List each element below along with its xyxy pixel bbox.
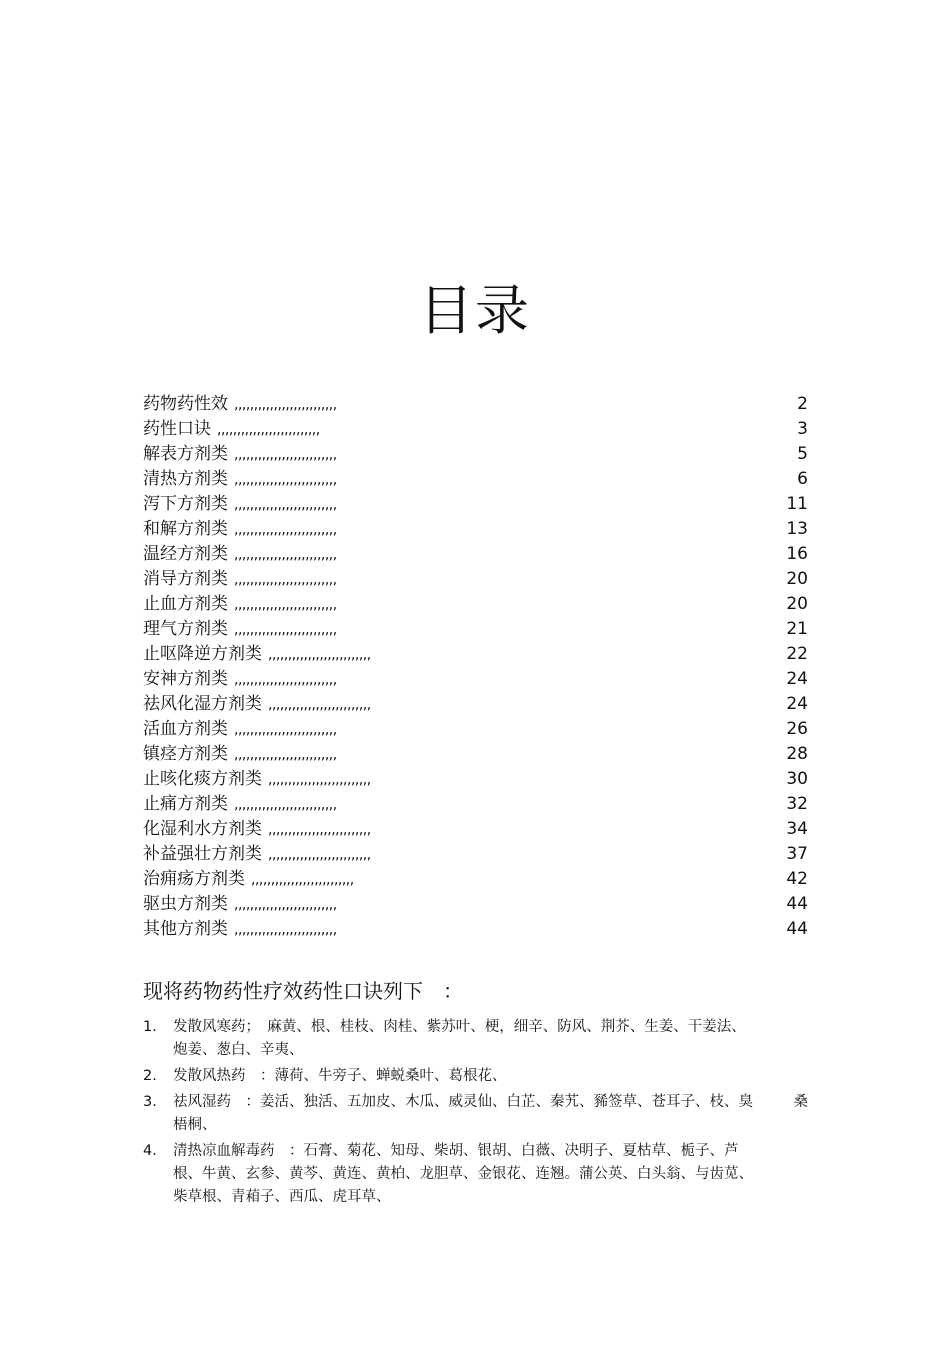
toc-entry-label: 和解方剂类: [143, 519, 228, 539]
toc-entry-page: 13: [786, 519, 808, 539]
toc-entry[interactable]: [143, 842, 808, 867]
list-item-overflow-char: 桑: [793, 1094, 808, 1110]
toc-entry-leader: ,,,,,,,,,,,,,,,,,,,,,,,,,,: [234, 922, 337, 938]
toc-entry-leader: ,,,,,,,,,,,,,,,,,,,,,,,,,,: [234, 597, 337, 613]
toc-entry-page: 24: [786, 669, 808, 689]
list-item-text: 清热凉血解毒药 ：石膏、菊花、知母、柴胡、银胡、白薇、决明子、夏枯草、栀子、芦根、牛黄、玄参、黄芩、黄连、黄柏、龙胆草、金银花、连翘。蒲公英、白头翁、与齿苋、柴草根、青葙子、西瓜、虎耳草、: [173, 1143, 753, 1205]
toc-entry[interactable]: [143, 917, 808, 942]
toc-entry-leader: ,,,,,,,,,,,,,,,,,,,,,,,,,,: [234, 797, 337, 813]
toc-entry-leader: ,,,,,,,,,,,,,,,,,,,,,,,,,,: [234, 672, 337, 688]
toc-entry-page: 11: [786, 494, 808, 514]
toc-entry-label: 补益强壮方剂类: [143, 844, 262, 864]
toc-entry[interactable]: [143, 717, 808, 742]
toc-entry-label: 治痈疡方剂类: [143, 869, 245, 889]
toc-entry-leader: ,,,,,,,,,,,,,,,,,,,,,,,,,,: [251, 872, 354, 888]
toc-entry[interactable]: [143, 517, 808, 542]
toc-entry[interactable]: [143, 767, 808, 792]
page-title: 目录: [419, 279, 531, 342]
toc-entry-leader: ,,,,,,,,,,,,,,,,,,,,,,,,,,: [234, 722, 337, 738]
toc-entry[interactable]: [143, 442, 808, 467]
toc-entry[interactable]: [143, 492, 808, 517]
toc-entry-leader: ,,,,,,,,,,,,,,,,,,,,,,,,,,: [268, 772, 371, 788]
toc-entry-label: 活血方剂类: [143, 719, 228, 739]
toc-entry-label: 止血方剂类: [143, 594, 228, 614]
toc-entry-label: 理气方剂类: [143, 619, 228, 639]
toc-entry-page: 16: [786, 544, 808, 564]
toc-entry-label: 驱虫方剂类: [143, 894, 228, 914]
toc-entry[interactable]: [143, 567, 808, 592]
toc-entry-label: 药性口诀: [143, 419, 211, 439]
toc-entry[interactable]: [143, 692, 808, 717]
toc-entry-page: 26: [786, 719, 808, 739]
toc-entry-leader: ,,,,,,,,,,,,,,,,,,,,,,,,,,: [234, 472, 337, 488]
toc-entry-label: 祛风化湿方剂类: [143, 694, 262, 714]
toc-entry-page: 42: [786, 869, 808, 889]
drug-category-list: [143, 1016, 808, 1212]
toc-entry-leader: ,,,,,,,,,,,,,,,,,,,,,,,,,,: [217, 422, 320, 438]
list-item: [143, 1065, 808, 1088]
toc-entry-page: 44: [786, 919, 808, 939]
toc-entry-page: 2: [797, 394, 808, 414]
toc-entry[interactable]: [143, 892, 808, 917]
toc-entry[interactable]: [143, 642, 808, 667]
toc-entry-page: 32: [786, 794, 808, 814]
toc-entry-leader: ,,,,,,,,,,,,,,,,,,,,,,,,,,: [234, 547, 337, 563]
list-item: [143, 1016, 808, 1062]
toc-entry-leader: ,,,,,,,,,,,,,,,,,,,,,,,,,,: [234, 572, 337, 588]
toc-entry-label: 泻下方剂类: [143, 494, 228, 514]
list-item-number: 2.: [143, 1068, 157, 1084]
toc-entry[interactable]: [143, 392, 808, 417]
toc-entry-label: 药物药性效: [143, 394, 228, 414]
toc-entry-leader: ,,,,,,,,,,,,,,,,,,,,,,,,,,: [268, 822, 371, 838]
toc-entry-leader: ,,,,,,,,,,,,,,,,,,,,,,,,,,: [268, 847, 371, 863]
toc-entry-page: 20: [786, 594, 808, 614]
toc-entry-label: 止咳化痰方剂类: [143, 769, 262, 789]
toc-entry-label: 温经方剂类: [143, 544, 228, 564]
toc-entry-leader: ,,,,,,,,,,,,,,,,,,,,,,,,,,: [234, 497, 337, 513]
toc-entry-label: 化湿利水方剂类: [143, 819, 262, 839]
toc-entry-page: 28: [786, 744, 808, 764]
list-item-text: 祛风湿药 ：姜活、独活、五加皮、木瓜、威灵仙、白芷、秦艽、豨签草、苍耳子、枝、臭梧桐、: [173, 1094, 753, 1133]
list-item-number: 3.: [143, 1094, 157, 1110]
toc-entry-label: 安神方剂类: [143, 669, 228, 689]
toc-entry-page: 37: [786, 844, 808, 864]
toc-entry-page: 6: [797, 469, 808, 489]
toc-entry-leader: ,,,,,,,,,,,,,,,,,,,,,,,,,,: [268, 647, 371, 663]
toc-entry-label: 镇痉方剂类: [143, 744, 228, 764]
toc-entry-page: 21: [786, 619, 808, 639]
toc-entry[interactable]: [143, 542, 808, 567]
toc-entry-page: 3: [797, 419, 808, 439]
toc-entry-page: 30: [786, 769, 808, 789]
toc-entry-page: 20: [786, 569, 808, 589]
toc-entry[interactable]: [143, 617, 808, 642]
list-item: [143, 1140, 808, 1209]
toc-entry-leader: ,,,,,,,,,,,,,,,,,,,,,,,,,,: [268, 697, 371, 713]
toc-entry-leader: ,,,,,,,,,,,,,,,,,,,,,,,,,,: [234, 897, 337, 913]
toc-entry-page: 44: [786, 894, 808, 914]
toc-entry[interactable]: [143, 792, 808, 817]
toc-entry[interactable]: [143, 592, 808, 617]
table-of-contents: [143, 392, 808, 942]
toc-entry-page: 24: [786, 694, 808, 714]
toc-entry-page: 22: [786, 644, 808, 664]
toc-entry-label: 解表方剂类: [143, 444, 228, 464]
toc-entry-label: 清热方剂类: [143, 469, 228, 489]
list-item-text: 发散风寒药； 麻黄、根、桂枝、肉桂、紫苏叶、梗，细辛、防风、荆芥、生姜、干姜法、炮姜、葱白、辛夷、: [173, 1019, 746, 1058]
toc-entry-page: 34: [786, 819, 808, 839]
toc-entry-label: 消导方剂类: [143, 569, 228, 589]
list-item-number: 4.: [143, 1143, 157, 1159]
toc-entry-leader: ,,,,,,,,,,,,,,,,,,,,,,,,,,: [234, 747, 337, 763]
toc-entry-leader: ,,,,,,,,,,,,,,,,,,,,,,,,,,: [234, 397, 337, 413]
toc-entry-leader: ,,,,,,,,,,,,,,,,,,,,,,,,,,: [234, 622, 337, 638]
toc-entry-page: 5: [797, 444, 808, 464]
toc-entry-label: 止痛方剂类: [143, 794, 228, 814]
toc-entry[interactable]: [143, 742, 808, 767]
list-item-text: 发散风热药 ：薄荷、牛旁子、蝉蜕桑叶、葛根花、: [173, 1068, 507, 1084]
toc-entry[interactable]: [143, 467, 808, 492]
toc-entry[interactable]: [143, 867, 808, 892]
toc-entry[interactable]: [143, 817, 808, 842]
toc-entry-label: 止呕降逆方剂类: [143, 644, 262, 664]
list-item-number: 1.: [143, 1019, 157, 1035]
toc-entry-leader: ,,,,,,,,,,,,,,,,,,,,,,,,,,: [234, 522, 337, 538]
toc-entry[interactable]: [143, 667, 808, 692]
toc-entry[interactable]: [143, 417, 808, 442]
toc-entry-label: 其他方剂类: [143, 919, 228, 939]
section-intro-heading: 现将药物药性疗效药性口诀列下 ：: [143, 979, 463, 1003]
toc-entry-leader: ,,,,,,,,,,,,,,,,,,,,,,,,,,: [234, 447, 337, 463]
list-item: [143, 1091, 808, 1137]
